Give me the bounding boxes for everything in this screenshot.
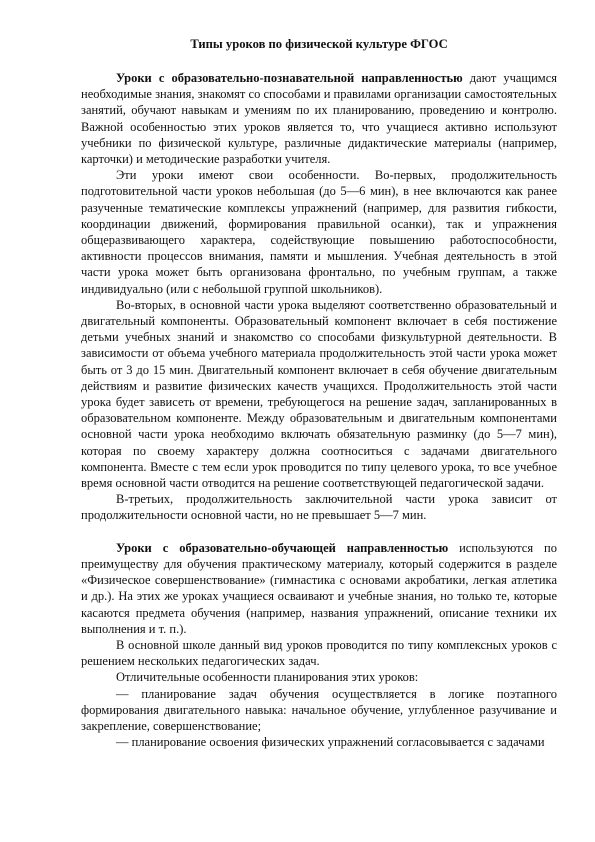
section1-paragraph-1-text: дают учащимся необходимые знания, знакомят со способами и правилами организации самостоятельных занятий, обучают навыкам и умениям по их планированию, проведению и контролю. Важной особенностью этих уроков является то, что учащиеся активно используют учебники по физической культуре, различные дидактические материалы (например, карточки) и методические разработки учителя. <box>81 71 557 167</box>
section2-lead: Уроки с образовательно-обучающей направленностью <box>116 540 449 555</box>
section1-paragraph-3: Во-вторых, в основной части урока выделяют соответственно образовательный и двигательный компоненты. Образовательный компонент включает в себя постижение детьми учебных знаний и знакомство со способами физкультурной деятельности. В зависимости от объема учебного материала продолжительность этой части урока может быть от 3 до 15 мин. Двигательный компонент включает в себя обучение двигательным действиям и развитие физических качеств учащихся. Продолжительность этой части урока будет зависеть от времени, требующегося на решение задач, запланированных в образовательном компоненте. Между образовательным и двигательным компонентами основной части урока необходимо включать обязательную разминку (до 5—7 мин), которая по своему характеру должна соотноситься с задачами двигательного компонента. Вместе с тем если урок проводится по типу целевого урока, то все учебное время основной части отводится на решение соответствующей педагогической задачи. <box>81 297 557 491</box>
section1-paragraph-4: В-третьих, продолжительность заключительной части урока зависит от продолжительности основной части, но не превышает 5—7 мин. <box>81 492 557 523</box>
section2-paragraph-3: Отличительные особенности планирования этих уроков: <box>116 670 419 685</box>
section-divider <box>81 524 557 540</box>
section1-paragraph-1 <box>81 70 557 167</box>
section2-paragraph-1 <box>81 540 557 637</box>
section2-list-item-2: — планирование освоения физических упражнений согласовывается с задачами <box>116 735 545 750</box>
section1-lead: Уроки с образовательно-познавательной направленностью <box>116 71 463 85</box>
section2-paragraph-1-text: используются по преимуществу для обучения практическому материалу, который содержится в разделе «Физическое совершенствование» (гимнастика с основами акробатики, легкая атлетика и др.). На этих же уроках учащиеся осваивают и учебные знания, но только те, которые касаются предмета обучения (например, названия упражнений, описание техники их выполнения и т. п.). <box>81 540 557 636</box>
section1-paragraph-2: Эти уроки имеют свои особенности. Во-первых, продолжительность подготовительной части уроков небольшая (до 5—6 мин), в нее включаются как ранее разученные тематические комплексы упражнений (например, для развития гибкости, координации движений, формирования правильной осанки), так и упражнения общеразвивающего характера, содействующие повышению работоспособности, активности процессов внимания, памяти и мышления. Учебная деятельность в этой части урока может быть организована фронтально, по учебным группам, а также индивидуально (или с небольшой группой школьников). <box>81 168 557 296</box>
section2-paragraph-2: В основной школе данный вид уроков проводится по типу комплексных уроков с решением нескольких педагогических задач. <box>81 637 557 669</box>
document-title: Типы уроков по физической культуре ФГОС <box>190 37 448 51</box>
section2-list-item-1: — планирование задач обучения осуществляется в логике поэтапного формирования двигательного навыка: начальное обучение, углубленное разучивание и закрепление, совершенствование; <box>81 686 557 733</box>
